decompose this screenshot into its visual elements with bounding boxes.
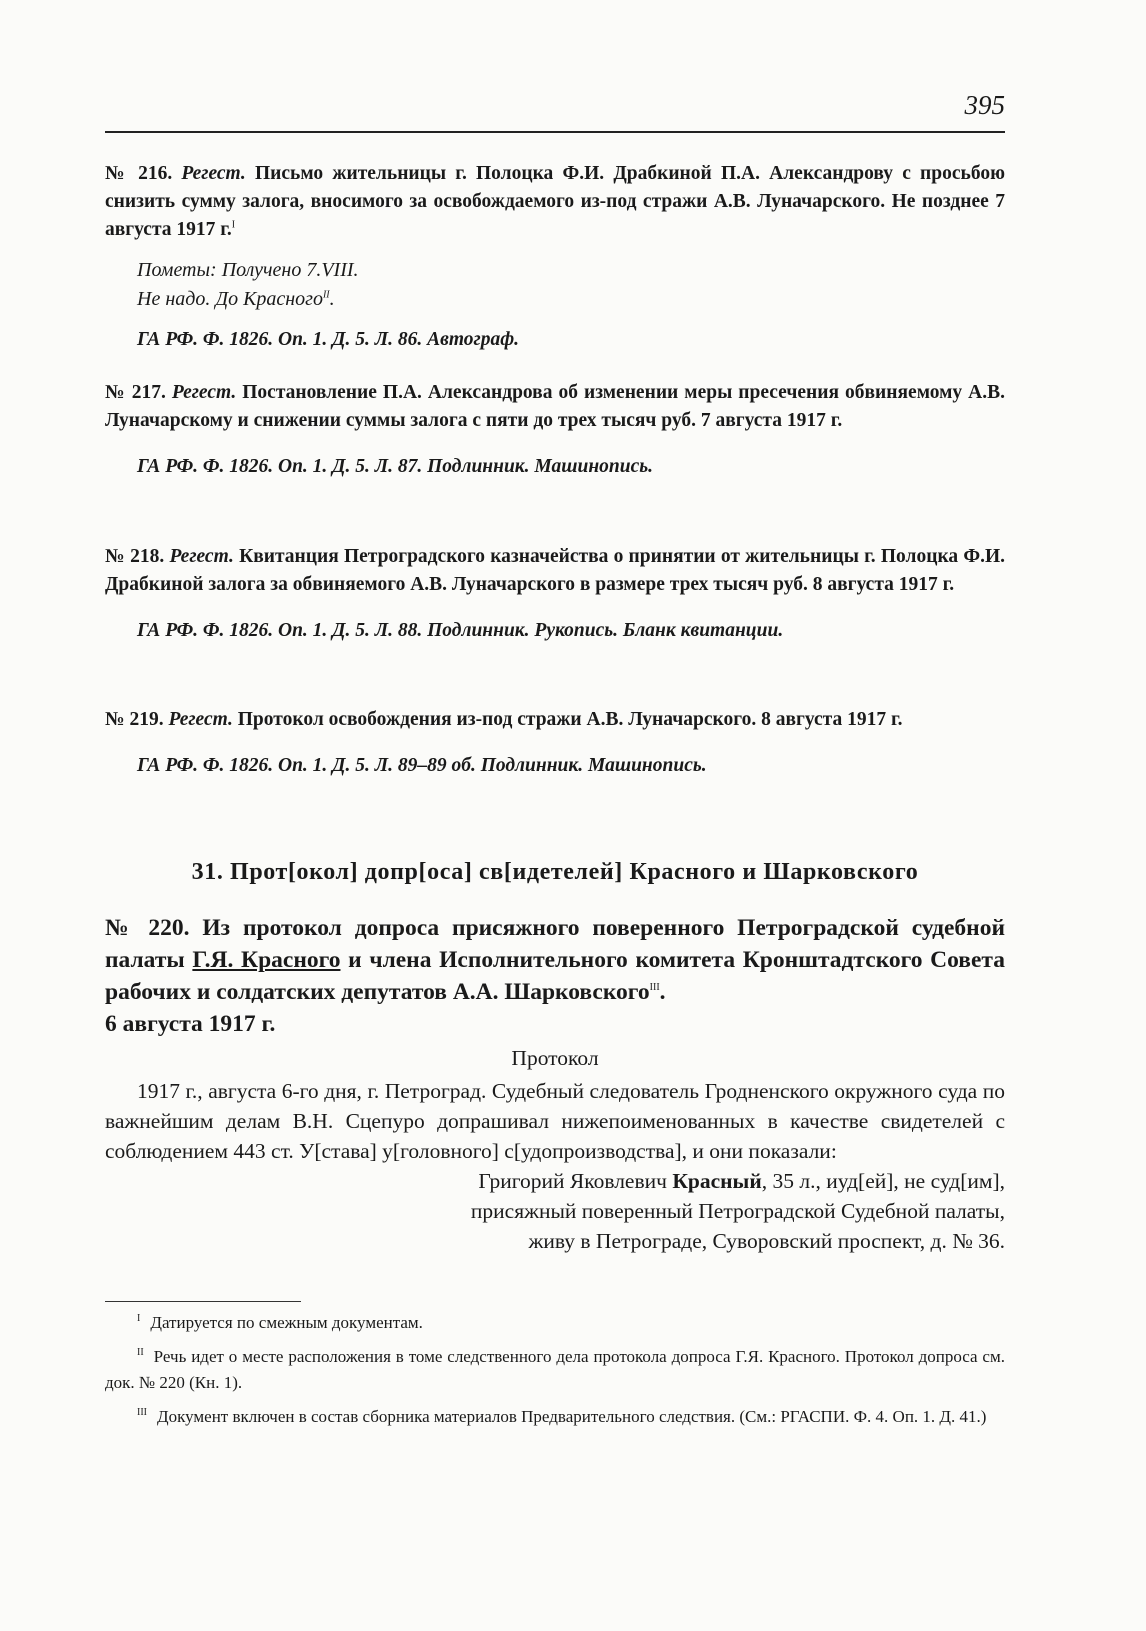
doc-217-number: № 217. — [105, 382, 166, 403]
doc-216-summary: Письмо жительницы г. Полоцка Ф.И. Драбкиной П.А. Александрову с просьбою снизить сумму залога, вносимого за освобождаемого из-под стражи А.В. Луначарского. Не позднее 7 августа 1917 г. — [105, 163, 1005, 240]
footnote-rule — [105, 1301, 301, 1302]
doc-216-regest-label: Регест. — [181, 163, 246, 184]
doc-219 — [105, 706, 1005, 780]
doc-218-heading — [105, 543, 1005, 599]
doc-219-summary: Протокол освобождения из-под стражи А.В. Луначарского. 8 августа 1917 г. — [237, 709, 903, 730]
doc-216-note-line-1: Пометы: Получено 7.VIII. — [137, 259, 359, 281]
doc-216-source: ГА РФ. Ф. 1826. Оп. 1. Д. 5. Л. 86. Автограф. — [137, 329, 520, 350]
doc-220 — [105, 912, 1005, 1256]
doc-218-regest-label: Регест. — [169, 546, 234, 567]
doc-217-regest-label: Регест. — [171, 382, 237, 403]
witness-line-2: присяжный поверенный Петроградской Судебной палаты, — [470, 1199, 1005, 1223]
footnotes — [105, 1310, 1005, 1430]
header-rule — [105, 131, 1005, 133]
doc-219-number: № 219. — [105, 709, 164, 730]
witness-line-1: Григорий Яковлевич Красный, 35 л., иуд[ей], не суд[им], — [478, 1169, 1005, 1193]
doc-217-summary: Постановление П.А. Александрова об изменении меры пресечения обвиняемому А.В. Луначарскому и снижении суммы залога с пяти до трех тысяч руб. 7 августа 1917 г. — [105, 382, 1005, 431]
witness-name: Красный — [672, 1169, 762, 1193]
footnote-3: $^{III}$ Документ включен в состав сборника материалов Предварительного следствия. (См.: РГАСПИ. Ф. 4. Оп. 1. Д. 41.) — [137, 1407, 987, 1426]
protocol-heading: Протокол — [511, 1046, 599, 1070]
page-number: 395 — [964, 90, 1005, 120]
doc-218 — [105, 543, 1005, 645]
doc-217 — [105, 379, 1005, 481]
protocol-body: 1917 г., августа 6-го дня, г. Петроград. Судебный следователь Гродненского окружного суда по важнейшим делам В.Н. Сцепуро допрашивал нижепоименованных в качестве свидетелей с соблюдением 443 ст. У[става] у[головного] с[удопроизводства], и они показали: — [105, 1079, 1005, 1163]
footnote-ref-3[interactable]: III — [649, 982, 660, 994]
witness-line-3: живу в Петрограде, Суворовский проспект, д. № 36. — [528, 1229, 1005, 1253]
doc-217-source: ГА РФ. Ф. 1826. Оп. 1. Д. 5. Л. 87. Подлинник. Машинопись. — [137, 456, 654, 477]
doc-220-title-name: Г.Я. Красного — [192, 947, 341, 973]
doc-216-number: № 216. — [105, 163, 173, 184]
doc-218-source: ГА РФ. Ф. 1826. Оп. 1. Д. 5. Л. 88. Подлинник. Рукопись. Бланк квитанции. — [137, 620, 784, 641]
footnote-2: $^{II}$ Речь идет о месте расположения в томе следственного дела протокола допроса Г.Я. Красного. Протокол допроса см. док. № 220 (Кн. 1). — [105, 1347, 1005, 1392]
doc-220-title: № 220. Из протокол допроса присяжного поверенного Петроградской судебной палаты Г.Я. Красного и члена Исполнительного комитета Кронштадтского Совета рабочих и солдатских депутатов А.А. Шарковского$^{III}$. 6 августа 1917 г. — [105, 915, 1005, 1037]
doc-216-note-line-2: Не надо. До Красного$^{II}$. — [137, 288, 335, 310]
section-title: 31. Прот[окол] допр[оса] св[идетелей] Красного и Шарковского — [191, 859, 919, 885]
doc-218-summary: Квитанция Петроградского казначейства о принятии от жительницы г. Полоцка Ф.И. Драбкиной залога за обвиняемого А.В. Луначарского в размере трех тысяч руб. 8 августа 1917 г. — [105, 546, 1005, 595]
doc-217-heading — [105, 379, 1005, 435]
doc-216-heading — [105, 160, 1005, 244]
doc-218-number: № 218. — [105, 546, 165, 567]
footnote-1: $^I$ Датируется по смежным документам. — [137, 1313, 423, 1332]
doc-219-regest-label: Регест. — [168, 709, 233, 730]
doc-216 — [105, 160, 1005, 354]
doc-219-source: ГА РФ. Ф. 1826. Оп. 1. Д. 5. Л. 89–89 об. Подлинник. Машинопись. — [137, 755, 707, 776]
doc-220-date: 6 августа 1917 г. — [105, 1011, 276, 1037]
witness-block — [105, 1166, 1005, 1256]
section-31 — [105, 856, 1005, 888]
doc-216-notes — [137, 256, 1005, 314]
footnote-ref-1[interactable]: I — [231, 219, 236, 231]
footnote-ref-2[interactable]: II — [322, 289, 330, 301]
doc-219-heading — [105, 706, 1005, 734]
